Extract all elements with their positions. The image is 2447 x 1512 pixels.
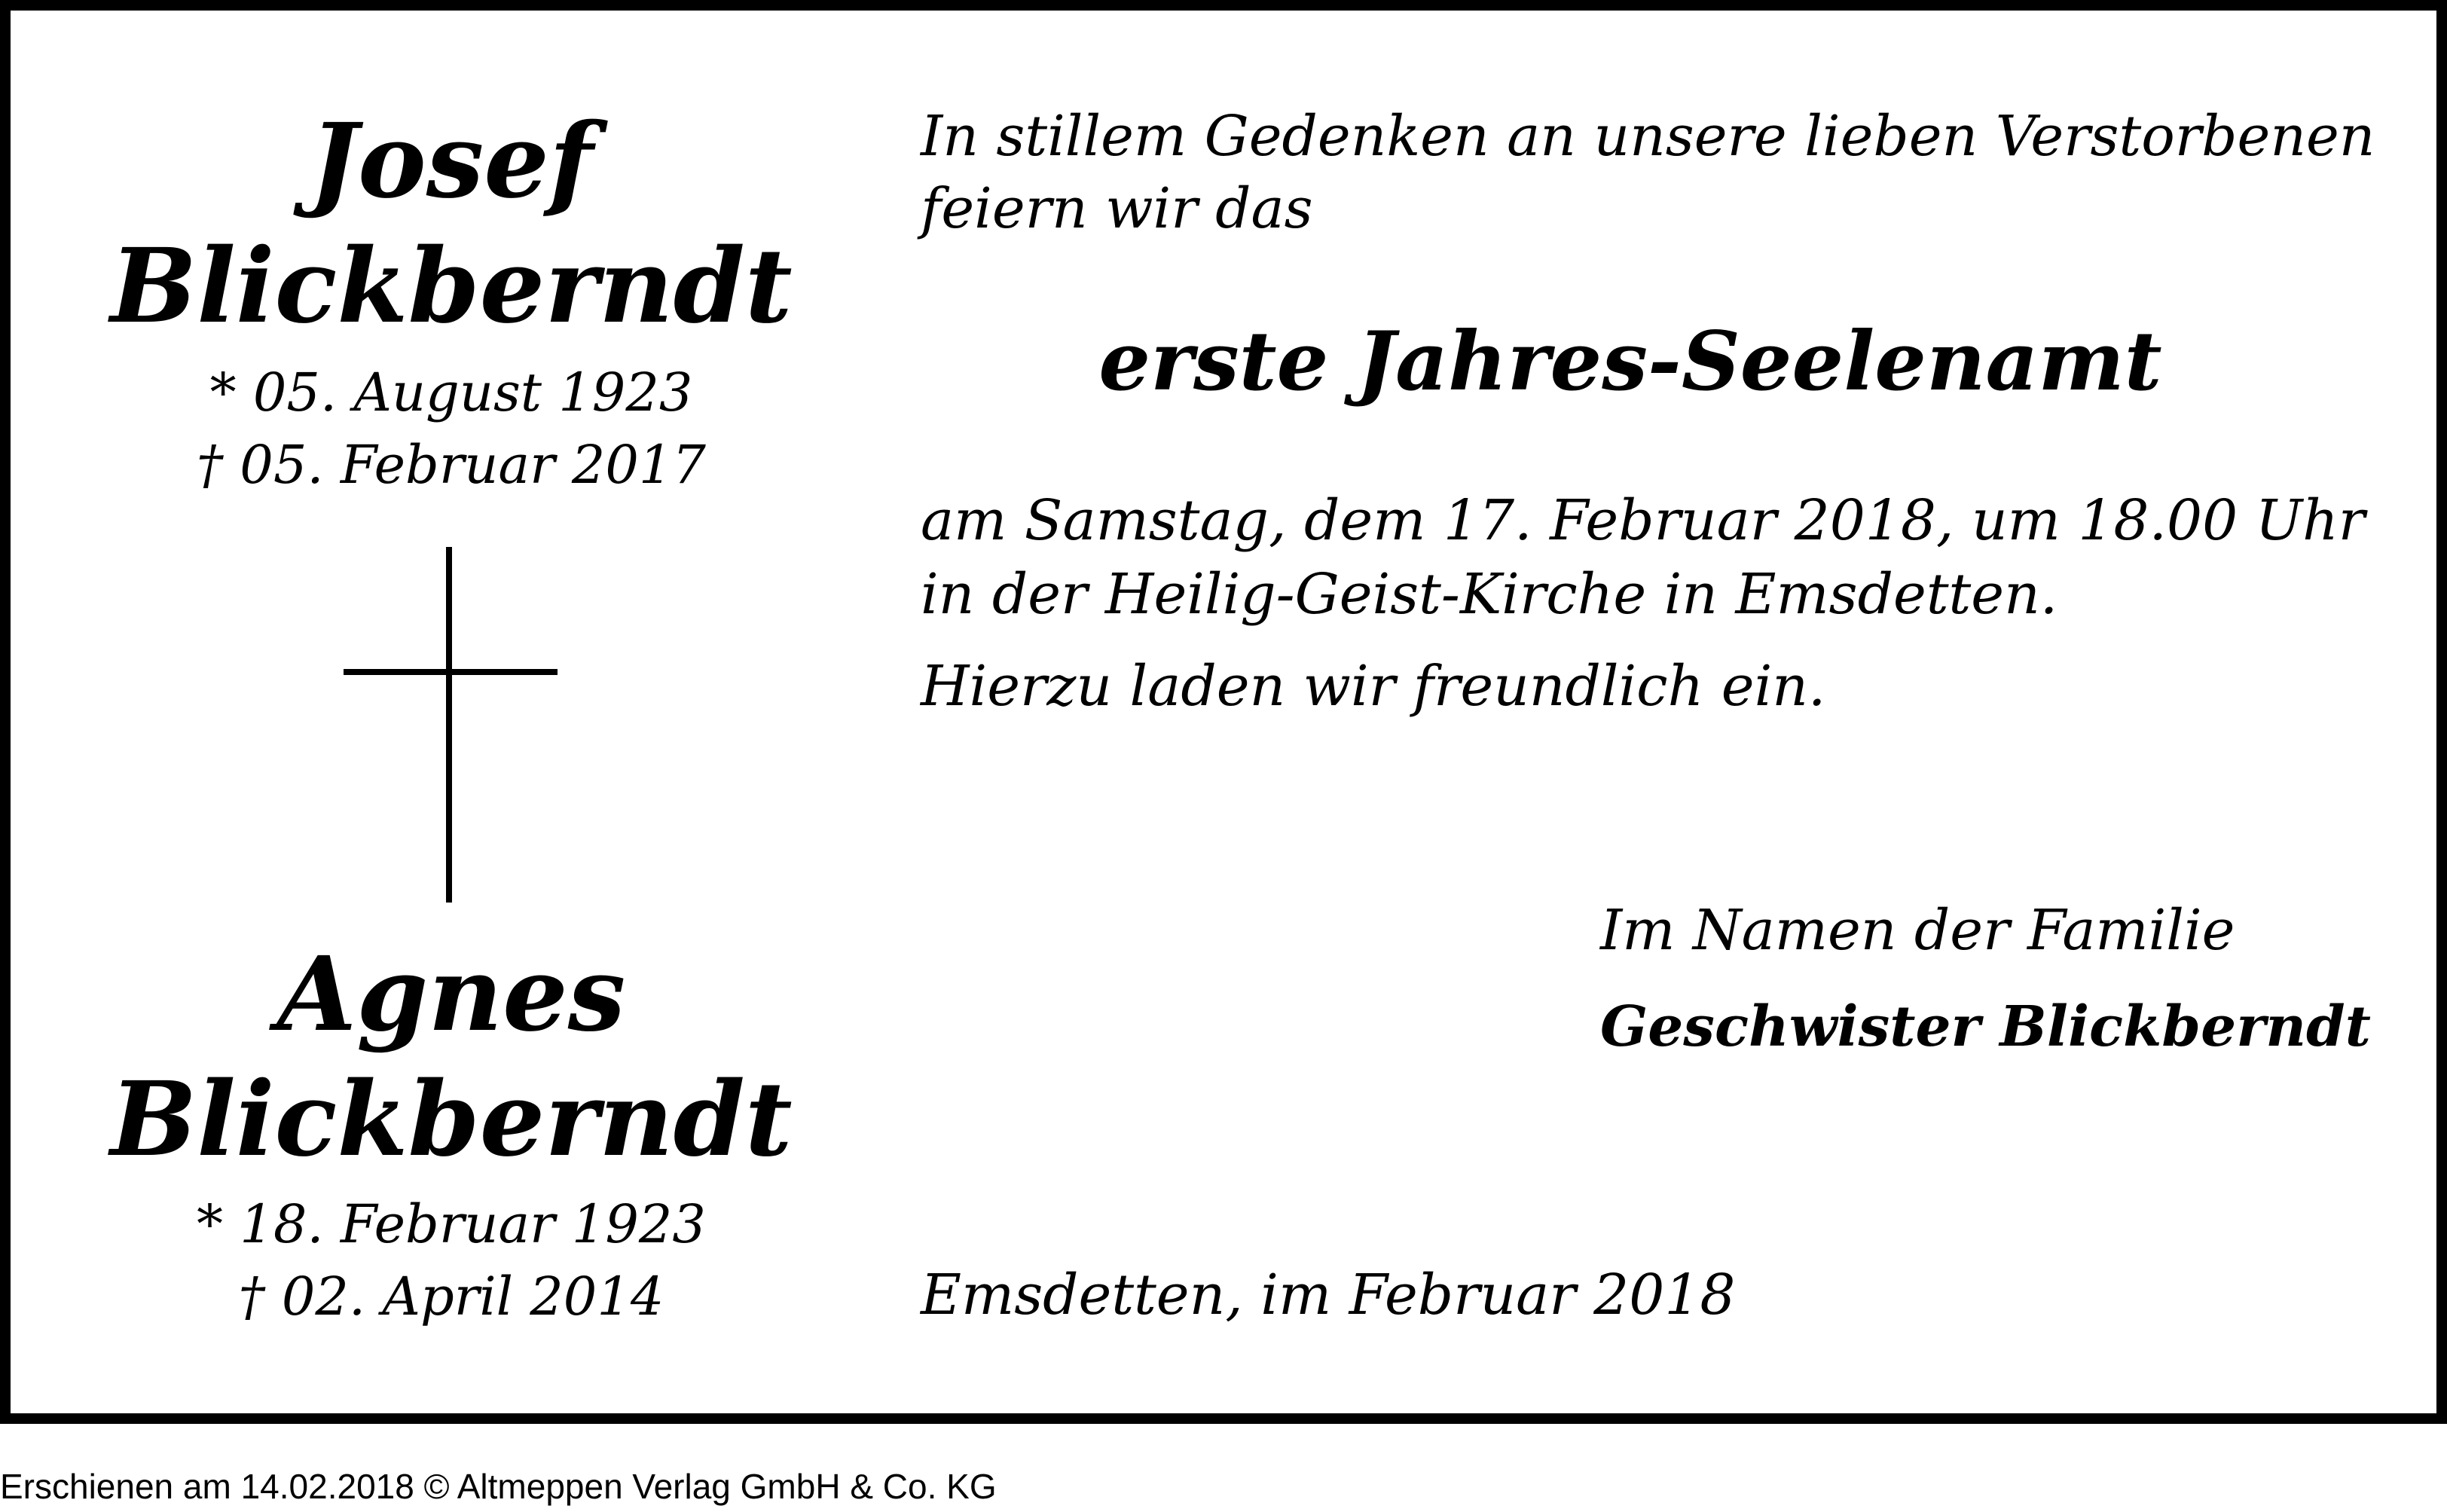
person2-last-name: Blickberndt — [110, 1059, 793, 1180]
location-line: in der Heilig-Geist-Kirche in Emsdetten. — [921, 562, 2058, 627]
intro-line-2: feiern wir das — [921, 176, 1313, 241]
person1-last-name: Blickberndt — [110, 226, 793, 347]
person2-first-name: Agnes — [276, 934, 626, 1055]
place-and-date: Emsdetten, im Februar 2018 — [921, 1263, 1736, 1327]
date-time-line: am Samstag, dem 17. Februar 2018, um 18.00 Uhr — [921, 488, 2366, 553]
person1-birth-date: * 05. August 1923 — [209, 362, 693, 423]
person1-death-date: † 05. Februar 2017 — [197, 434, 706, 496]
person1-first-name: Josef — [309, 101, 594, 221]
mass-title: erste Jahres-Seelenamt — [1098, 314, 2162, 409]
signature-family: Geschwister Blickberndt — [1600, 994, 2371, 1059]
cross-vertical-bar — [446, 547, 452, 903]
publication-footer: Erschienen am 14.02.2018 © Altmeppen Verlag GmbH & Co. KG — [0, 1467, 997, 1506]
invitation-line: Hierzu laden wir freundlich ein. — [921, 654, 1826, 719]
cross-horizontal-bar — [344, 669, 558, 675]
signature-preface: Im Namen der Familie — [1600, 898, 2235, 963]
intro-line-1: In stillem Gedenken an unsere lieben Verstorbenen — [921, 104, 2375, 169]
person2-death-date: † 02. April 2014 — [238, 1266, 664, 1327]
person2-birth-date: * 18. Februar 1923 — [197, 1193, 706, 1255]
